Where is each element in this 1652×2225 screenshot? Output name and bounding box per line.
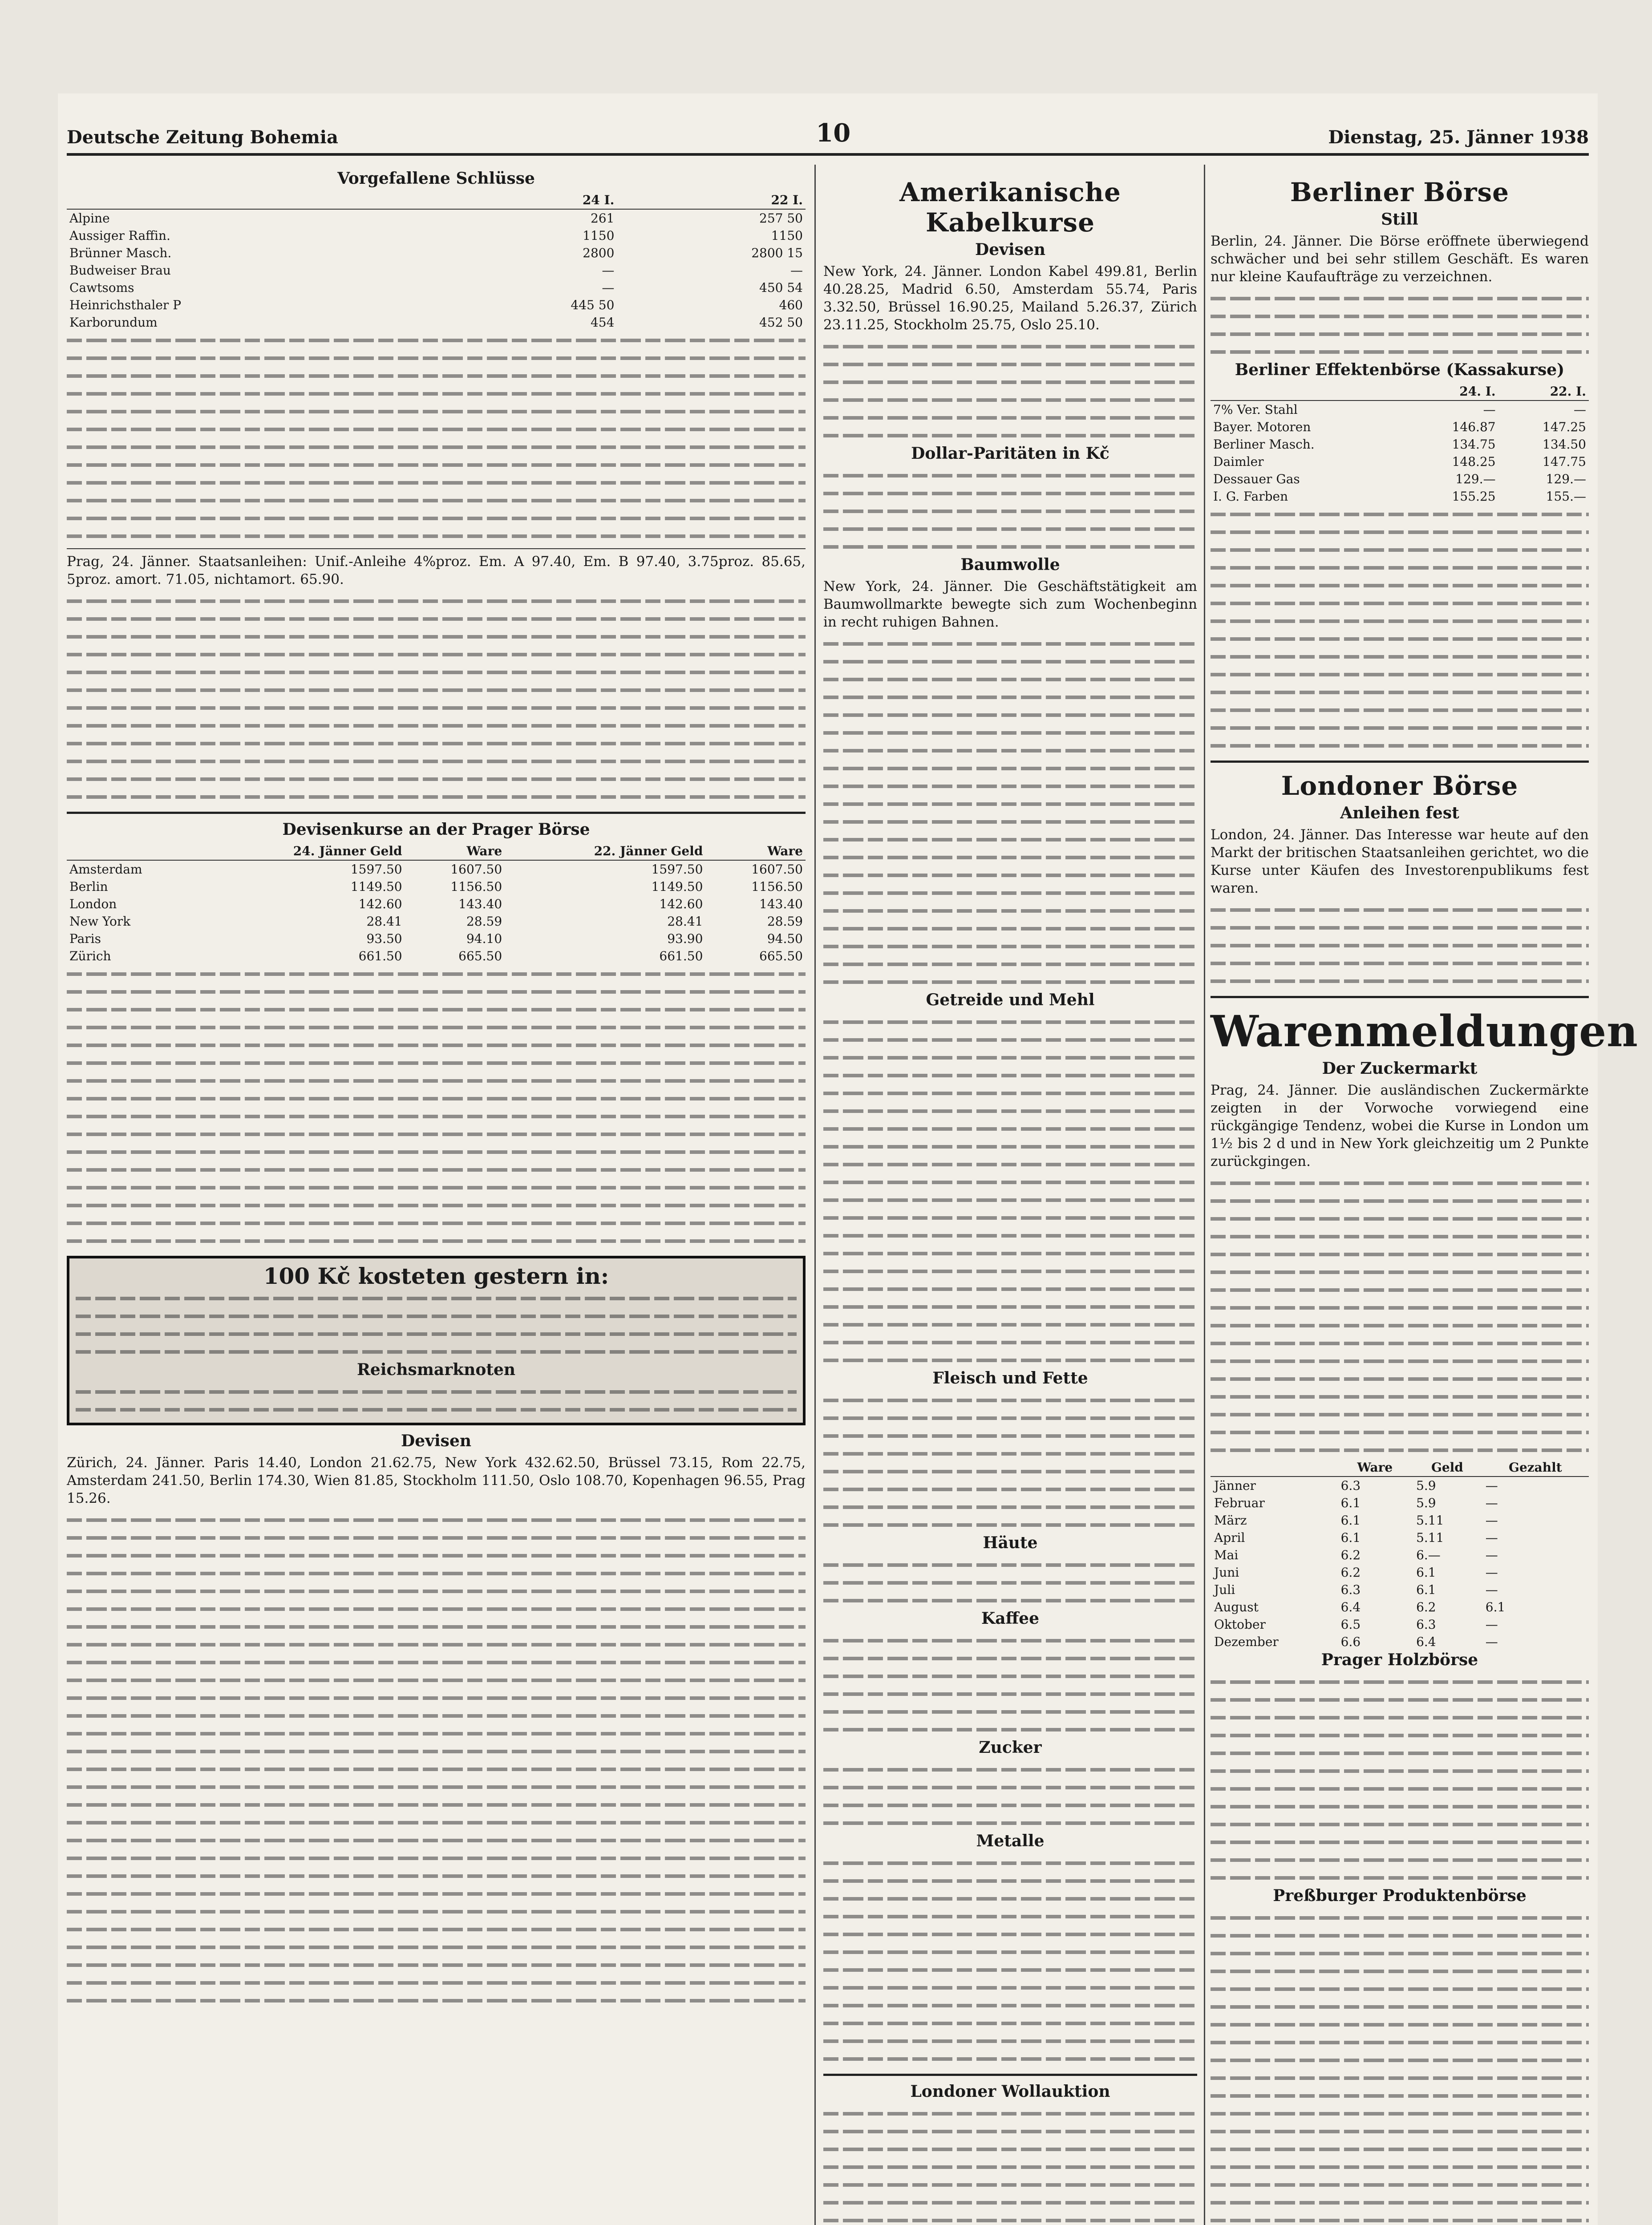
table-row (67, 913, 806, 930)
table-cell: — (1485, 1548, 1498, 1562)
section-title: Fleisch und Fette (932, 1369, 1088, 1388)
table-row (67, 878, 806, 895)
table-cell: 6.2 (1340, 1565, 1361, 1580)
table-row (1211, 488, 1589, 505)
table-cell: 6.2 (1340, 1548, 1361, 1562)
exchange-box (67, 1256, 806, 1425)
table-cell: 134.75 (1452, 437, 1496, 452)
table-cell: 665.50 (458, 949, 502, 963)
stock-table (67, 191, 806, 331)
kabel-report: New York, 24. Jänner. London Kabel 499.81, Berlin 40.28.25, Madrid 6.50, Amsterdam 55.74, Paris 3.32.50, Brüssel 16.90.25, Mailand 5.26.37, Zürich 23.11.25, Stockholm 25.75, Oslo 25.10. (823, 263, 1197, 333)
table-row (67, 209, 806, 227)
table-cell: Mai (1214, 1548, 1239, 1562)
table-cell: 6.3 (1340, 1582, 1361, 1597)
table-cell: 93.50 (366, 931, 402, 946)
table-header-row (1211, 383, 1589, 400)
table-cell: 129.— (1455, 472, 1496, 486)
table-row (67, 860, 806, 878)
table-row (67, 947, 806, 965)
section-subtitle: Der Zuckermarkt (1322, 1059, 1478, 1078)
table-cell: 6.— (1416, 1548, 1441, 1562)
table-cell: 5.9 (1416, 1496, 1436, 1510)
table-cell: 147.75 (1543, 454, 1586, 469)
table-header-row (67, 191, 806, 209)
table-cell: 6.6 (1340, 1634, 1361, 1649)
table-row (1211, 1477, 1589, 1494)
table-cell: 5.9 (1416, 1478, 1436, 1493)
table-cell: 5.11 (1416, 1513, 1444, 1528)
table-header: 24. I. (1408, 383, 1498, 400)
divider (67, 548, 806, 549)
table-row (67, 244, 806, 262)
table-cell: 142.60 (659, 897, 703, 911)
table-cell: — (1485, 1496, 1498, 1510)
table-row (1211, 400, 1589, 418)
table-cell: Cawtsoms (69, 280, 134, 295)
section-title: Amerikanische Kabelkurse (899, 177, 1121, 238)
table-cell: 7% Ver. Stahl (1213, 402, 1298, 417)
section-title: Häute (983, 1533, 1038, 1552)
table-cell: 661.50 (659, 949, 703, 963)
table-cell: 6.4 (1340, 1600, 1361, 1614)
table-cell: 661.50 (358, 949, 402, 963)
baumwolle-report: New York, 24. Jänner. Die Geschäftstätigkeit am Baumwollmarkte bewegte sich zum Wochenbeginn in recht ruhigen Bahnen. (823, 578, 1197, 630)
table-cell: 1150 (583, 228, 615, 243)
table-cell: Jänner (1214, 1478, 1256, 1493)
table-header (1211, 1459, 1337, 1477)
table-cell: 147.25 (1543, 420, 1586, 434)
table-cell: Berliner Masch. (1213, 437, 1315, 452)
table-cell: 1149.50 (350, 879, 402, 894)
table-header-row (1211, 1459, 1589, 1477)
table-cell: 142.60 (358, 897, 402, 911)
table-cell: — (1485, 1617, 1498, 1632)
section-title: Berliner Börse (1290, 177, 1510, 207)
table-cell: 148.25 (1452, 454, 1496, 469)
section-title: Preßburger Produktenbörse (1273, 1886, 1526, 1905)
table-cell: 2800 (583, 246, 615, 260)
dense-text-block (823, 1854, 1197, 2067)
table-row (1211, 1581, 1589, 1598)
table-cell: 261 (590, 211, 615, 226)
dense-text-block (67, 965, 806, 1250)
table-cell: London (69, 897, 117, 911)
table-cell: 28.59 (767, 914, 803, 929)
dense-text-block (823, 2104, 1197, 2225)
dense-text-block (1211, 289, 1589, 360)
table-row (1211, 1546, 1589, 1564)
table-cell: 6.3 (1340, 1478, 1361, 1493)
table-cell: August (1214, 1600, 1259, 1614)
table-header: Ware (705, 842, 806, 860)
dense-text-block (1211, 901, 1589, 990)
zucker-table (1211, 1459, 1589, 1651)
table-cell: Brünner Masch. (69, 246, 172, 260)
table-cell: — (1485, 1582, 1498, 1597)
table-cell: Heinrichsthaler P (69, 298, 182, 312)
table-cell: Juni (1214, 1565, 1239, 1580)
column-separator (814, 165, 816, 2225)
table-cell: — (1574, 402, 1586, 417)
table-cell: 257 50 (759, 211, 803, 226)
table-header (67, 842, 204, 860)
dense-text-block (823, 1760, 1197, 1832)
table-cell: 6.1 (1485, 1600, 1506, 1614)
table-cell: 1156.50 (450, 879, 502, 894)
table-cell: Bayer. Motoren (1213, 420, 1311, 434)
table-cell: 94.50 (767, 931, 803, 946)
table-header: Geld (1413, 1459, 1482, 1477)
dense-text-block (823, 1391, 1197, 1533)
dense-text-block (1211, 1174, 1589, 1459)
table-cell: 6.2 (1416, 1600, 1436, 1614)
table-header-row (67, 842, 806, 860)
table-cell: Zürich (69, 949, 111, 963)
page-number: 10 (816, 118, 851, 148)
prague-report: Prag, 24. Jänner. Staatsanleihen: Unif.-Anleihe 4%proz. Em. A 97.40, Em. B 97.40, 3.75proz. 85.65, 5proz. amort. 71.05, nichtamort. 65.90. (67, 554, 806, 587)
zucker-report: Prag, 24. Jänner. Die ausländischen Zuckermärkte zeigten in der Vorwoche vorwiegend eine rückgängige Tendenz, wobei die Kurse in London um 1½ bis 2 d und in New York gleichzeitig um 2 Punkte zurückgingen. (1211, 1082, 1589, 1169)
table-cell: Alpine (69, 211, 110, 226)
table-row (1211, 1494, 1589, 1512)
section-title: Metalle (976, 1832, 1045, 1850)
column-separator (1204, 165, 1205, 2225)
table-cell: 6.3 (1416, 1617, 1436, 1632)
section-title: Devisenkurse an der Prager Börse (282, 820, 590, 839)
section-title: Londoner Wollauktion (910, 2082, 1110, 2101)
table-cell: 143.40 (458, 897, 502, 911)
box-subtitle: Reichsmarknoten (356, 1360, 516, 1379)
section-title: Devisen (401, 1432, 472, 1450)
divider (1211, 996, 1589, 998)
running-head (67, 116, 1589, 156)
section-title: Zucker (979, 1738, 1042, 1757)
table-cell: Aussiger Raffin. (69, 228, 170, 243)
table-cell: 1149.50 (651, 879, 703, 894)
table-cell: 460 (779, 298, 803, 312)
table-header: 24. Jänner Geld (204, 842, 405, 860)
table-cell: Dezember (1214, 1634, 1279, 1649)
table-row (1211, 1564, 1589, 1581)
table-cell: Februar (1214, 1496, 1265, 1510)
dense-text-block (823, 1556, 1197, 1609)
table-cell: 6.4 (1416, 1634, 1436, 1649)
section-title: Baumwolle (960, 555, 1060, 574)
table-cell: — (1483, 402, 1496, 417)
table-cell: 5.11 (1416, 1530, 1444, 1545)
box-title: 100 Kč kosteten gestern in: (263, 1263, 609, 1289)
table-cell: 28.41 (366, 914, 402, 929)
dense-text-block (823, 337, 1197, 444)
dense-text-block (76, 1289, 797, 1360)
table-row (1211, 1529, 1589, 1546)
column-right (1211, 169, 1638, 2225)
table-cell: — (602, 263, 615, 278)
divider (1211, 761, 1589, 763)
table-cell: März (1214, 1513, 1247, 1528)
table-cell: 2800 15 (751, 246, 803, 260)
table-cell: 445 50 (571, 298, 615, 312)
table-cell: I. G. Farben (1213, 489, 1288, 504)
table-header (67, 191, 455, 209)
table-cell: 134.50 (1543, 437, 1586, 452)
table-cell: 452 50 (759, 315, 803, 330)
table-cell: — (1485, 1565, 1498, 1580)
section-title: Getreide und Mehl (926, 991, 1095, 1009)
section-title: Dollar-Paritäten in Kč (911, 444, 1109, 463)
table-row (1211, 453, 1589, 470)
table-cell: 6.1 (1340, 1530, 1361, 1545)
table-row (1211, 1616, 1589, 1633)
table-cell: Karborundum (69, 315, 158, 330)
column-middle (823, 169, 1197, 2225)
section-title: Londoner Börse (1281, 771, 1518, 801)
table-cell: 1597.50 (651, 862, 703, 877)
dense-text-block (823, 635, 1197, 991)
table-header (1211, 383, 1408, 400)
table-row (67, 314, 806, 331)
table-row (67, 279, 806, 296)
table-cell: — (1485, 1634, 1498, 1649)
dense-text-block (67, 1511, 806, 2009)
dense-text-block (1211, 1673, 1589, 1886)
table-row (67, 262, 806, 279)
table-cell: Amsterdam (69, 862, 142, 877)
section-title: Prager Holzbörse (1321, 1651, 1478, 1669)
table-header: Ware (1337, 1459, 1413, 1477)
section-subtitle: Anleihen fest (1340, 804, 1459, 822)
devisen-table (67, 842, 806, 965)
table-cell: 1150 (771, 228, 803, 243)
dense-text-block (1211, 505, 1589, 754)
london-report: London, 24. Jänner. Das Interesse war heute auf den Markt der britischen Staatsanleihen gerichtet, wo die Kurse unter Käufen des Investorenpublikums fest waren. (1211, 827, 1589, 896)
table-cell: 1607.50 (450, 862, 502, 877)
section-title: Berliner Effektenbörse (Kassakurse) (1235, 360, 1565, 379)
table-header: 22 I. (617, 191, 806, 209)
table-header: 24 I. (455, 191, 617, 209)
table-cell: — (602, 280, 615, 295)
dense-text-block (67, 592, 806, 805)
table-cell: — (1485, 1478, 1498, 1493)
table-header: Gezahlt (1482, 1459, 1589, 1477)
table-cell: Juli (1214, 1582, 1235, 1597)
table-cell: 454 (590, 315, 615, 330)
table-cell: 6.1 (1340, 1496, 1361, 1510)
table-cell: 129.— (1546, 472, 1586, 486)
table-cell: 1607.50 (751, 862, 803, 877)
table-cell: 1597.50 (350, 862, 402, 877)
table-header: 22. Jänner Geld (505, 842, 705, 860)
table-cell: — (790, 263, 803, 278)
table-cell: 6.5 (1340, 1617, 1361, 1632)
table-cell: Paris (69, 931, 101, 946)
table-row (1211, 418, 1589, 436)
table-cell: 155.25 (1452, 489, 1496, 504)
table-cell: 6.1 (1416, 1582, 1436, 1597)
table-cell: 6.1 (1416, 1565, 1436, 1580)
divider (823, 2074, 1197, 2076)
table-cell: 450 54 (759, 280, 803, 295)
issue-date: Dienstag, 25. Jänner 1938 (1328, 127, 1589, 148)
effekten-table (1211, 383, 1589, 505)
table-cell: 155.— (1546, 489, 1586, 504)
section-title: Vorgefallene Schlüsse (337, 169, 535, 188)
section-subtitle: Still (1381, 210, 1418, 229)
table-row (67, 930, 806, 947)
table-cell: 28.59 (466, 914, 502, 929)
dense-text-block (67, 331, 806, 545)
table-cell: 28.41 (667, 914, 703, 929)
table-cell: New York (69, 914, 131, 929)
table-cell: 6.1 (1340, 1513, 1361, 1528)
table-row (1211, 1512, 1589, 1529)
table-cell: 93.90 (667, 931, 703, 946)
dense-text-block (823, 1631, 1197, 1738)
dense-text-block (1211, 1909, 1589, 2225)
table-cell: — (1485, 1530, 1498, 1545)
table-cell: Oktober (1214, 1617, 1266, 1632)
dense-text-block (823, 466, 1197, 555)
table-row (1211, 436, 1589, 453)
table-cell: Dessauer Gas (1213, 472, 1300, 486)
table-cell: 665.50 (759, 949, 803, 963)
table-cell: Daimler (1213, 454, 1264, 469)
table-cell: 1156.50 (751, 879, 803, 894)
section-title: Warenmeldungen (1211, 1006, 1638, 1056)
table-header: Ware (405, 842, 505, 860)
table-cell: April (1214, 1530, 1245, 1545)
section-title: Kaffee (981, 1609, 1039, 1628)
table-cell: 143.40 (759, 897, 803, 911)
table-row (1211, 1633, 1589, 1651)
table-cell: — (1485, 1513, 1498, 1528)
table-row (1211, 1598, 1589, 1616)
table-row (67, 296, 806, 314)
table-row (67, 895, 806, 913)
table-row (67, 227, 806, 244)
masthead-title: Deutsche Zeitung Bohemia (67, 127, 338, 148)
section-subtitle: Devisen (975, 240, 1046, 259)
column-left (67, 169, 806, 2225)
berlin-report: Berlin, 24. Jänner. Die Börse eröffnete überwiegend schwächer und bei sehr stillem Geschäft. Es waren nur kleine Kaufaufträge zu verzeichnen. (1211, 233, 1589, 285)
divider (67, 812, 806, 814)
dense-text-block (76, 1383, 797, 1418)
dense-text-block (823, 1013, 1197, 1369)
table-cell: 94.10 (466, 931, 502, 946)
table-cell: Berlin (69, 879, 108, 894)
zurich-report: Zürich, 24. Jänner. Paris 14.40, London 21.62.75, New York 432.62.50, Brüssel 73.15, Rom 22.75, Amsterdam 241.50, Berlin 174.30, Wien 81.85, Stockholm 111.50, Oslo 108.70, Kopenhagen 96.55, Prag 15.26. (67, 1455, 806, 1506)
table-row (1211, 470, 1589, 488)
table-header: 22. I. (1498, 383, 1589, 400)
table-cell: 146.87 (1452, 420, 1496, 434)
table-cell: Budweiser Brau (69, 263, 171, 278)
